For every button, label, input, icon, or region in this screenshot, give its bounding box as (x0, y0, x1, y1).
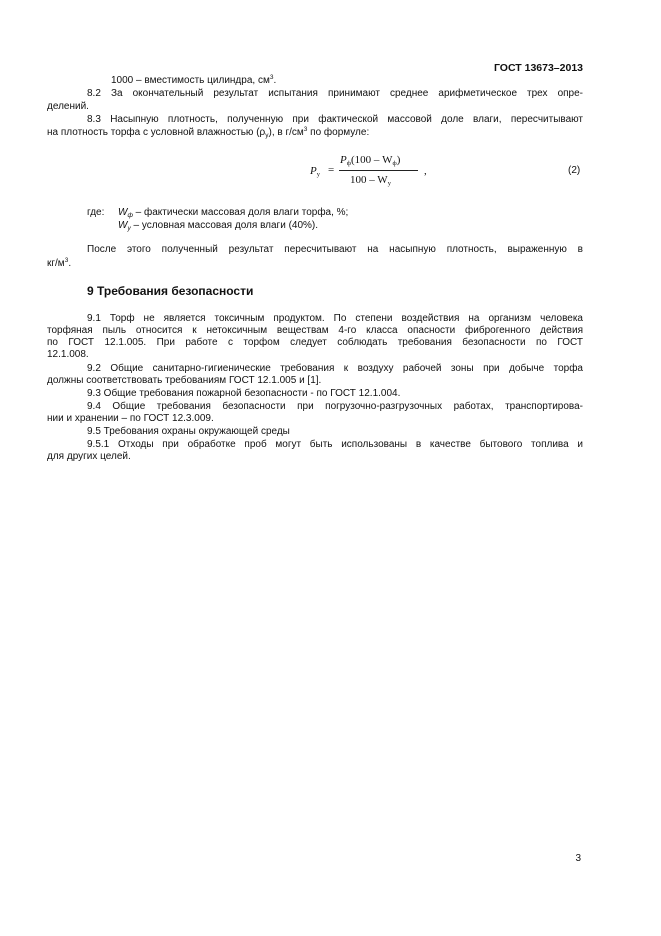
paragraph-9-5-1-line-1: 9.5.1 Отходы при обработке проб могут быть использованы в качестве бытового топлива и (87, 439, 583, 450)
recalc-line-2: $кг/м^3$. (47, 257, 72, 269)
paragraph-8-2-line-2: делений. (47, 101, 89, 112)
density-formula (300, 150, 440, 196)
cylinder-volume-line: 1000 – вместимость цилиндра, $см^3$. (111, 74, 277, 86)
section-9-heading: 9 Требования безопасности (87, 284, 254, 298)
paragraph-9-4-line-1: 9.4 Общие требования безопасности при погрузочно-разгрузочных работах, транспортирова- (87, 401, 583, 412)
formula-denominator: $100 - W_у$ (350, 174, 391, 187)
paragraph-8-3-line-2: на плотность торфа с условной влажностью $(\rho_у)$, в $г/см^3$ по формуле: (47, 126, 370, 139)
page-number: 3 (575, 853, 581, 864)
paragraph-9-4-line-2: нии и хранении – по ГОСТ 12.3.009. (47, 413, 214, 424)
paragraph-9-2-line-1: 9.2 Общие санитарно-гигиенические требования к воздуху рабочей зоны при добыче торфа (87, 363, 583, 374)
where-wy-line: $W_у$ – условная массовая доля влаги (40%). (118, 220, 319, 232)
paragraph-9-1-line-2: торфяная пыль относится к нетоксичным веществам 4-го класса опасности фиброгенного действия (47, 325, 583, 336)
paragraph-8-2-line-1: 8.2 За окончательный результат испытания принимают среднее арифметическое трех опре- (87, 88, 583, 99)
paragraph-9-2-line-2: должны соответствовать требованиям ГОСТ 12.1.005 и [1]. (47, 375, 322, 386)
where-wf-line: $W_ф$ – фактически массовая доля влаги торфа, %; (118, 207, 349, 219)
formula-number: (2) (568, 165, 581, 176)
paragraph-9-1-line-1: 9.1 Торф не является токсичным продуктом. По степени воздействия на организм человека (87, 313, 583, 324)
paragraph-9-5: 9.5 Требования охраны окружающей среды (87, 426, 290, 437)
formula-equals: = (328, 164, 335, 176)
paragraph-9-3: 9.3 Общие требования пожарной безопасности - по ГОСТ 12.1.004. (87, 388, 401, 399)
paragraph-9-1-line-3: по ГОСТ 12.1.005. При работе с торфом следует соблюдать требования безопасности по ГОСТ (47, 337, 583, 348)
document-id-header: ГОСТ 13673–2013 (493, 62, 583, 74)
paragraph-9-5-1-line-2: для других целей. (47, 451, 131, 462)
recalc-line-1: После этого полученный результат пересчитывают на насыпную плотность, выраженную в (87, 244, 583, 255)
paragraph-8-3-line-1: 8.3 Насыпную плотность, полученную при фактической массовой доле влаги, пересчитывают (87, 114, 583, 125)
formula-numerator: $P_ф(100 - W_ф)$ (340, 154, 401, 167)
where-label: где: (87, 207, 105, 218)
paragraph-9-1-line-4: 12.1.008. (47, 349, 89, 360)
formula-lhs: $P_у$ (310, 165, 320, 178)
formula-comma: , (424, 165, 427, 177)
formula-fraction-bar (339, 170, 418, 171)
